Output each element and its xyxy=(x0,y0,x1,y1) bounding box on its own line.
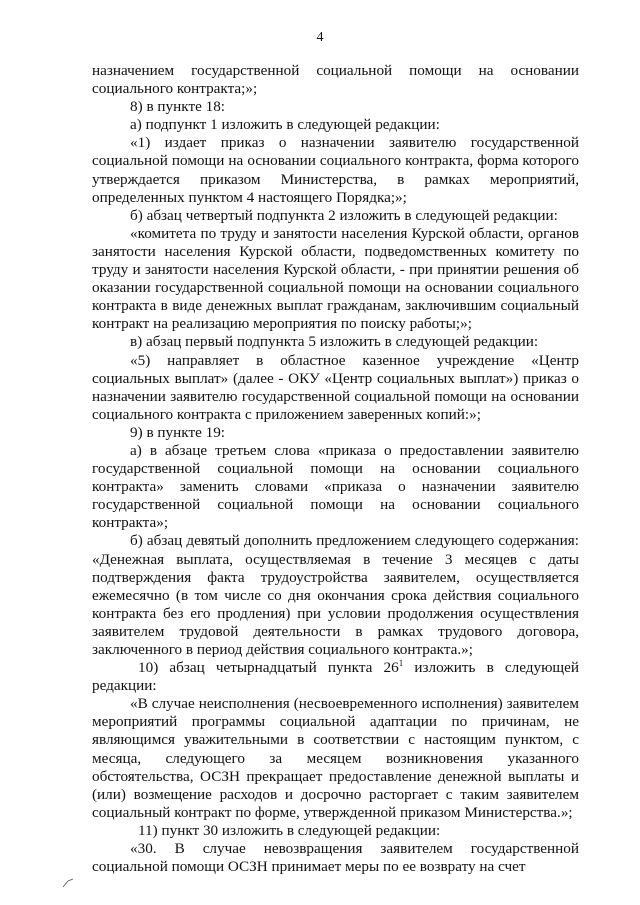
paragraph-item-9b: б) абзац девятый дополнить предложением следующего содержания: «Денежная выплата, осуществляемая в течение 3 месяцев с даты подтверждения факта трудоустройства заявителем, осуществляется ежемесячно (в том числе со дня окончания срока действия социального контракта без его продления) при условии продолжения осуществления заявителем трудовой деятельности в рамках трудового договора, заключенного в период действия социального контракта.»; xyxy=(92,532,579,658)
pen-mark-icon xyxy=(62,878,74,888)
superscript-mark: 1 xyxy=(398,658,404,669)
document-body xyxy=(92,62,579,876)
paragraph-item-11: 11) пункт 30 изложить в следующей редакции: xyxy=(138,821,441,839)
paragraph-quote-committee: «комитета по труду и занятости населения Курской области, органов занятости населения Курской области, подведомственных комитету по труду и занятости населения Курской области, - при принятии решения об оказании государственной социальной помощи на основании социального контракта в виде денежных выплат гражданам, заключившим социальный контракт на реализацию мероприятия по поиску работы;»; xyxy=(92,224,579,333)
paragraph-continuation: назначением государственной социальной помощи на основании социального контракта;»; xyxy=(92,62,579,98)
paragraph-item-10-pre: 10) абзац четырнадцатый пункта 26 xyxy=(138,659,399,677)
paragraph-quote-30: «30. В случае невозвращения заявителем государственной социальной помощи ОСЗН принимает меры по ее возврату на счет xyxy=(92,840,579,876)
paragraph-item-8a: а) подпункт 1 изложить в следующей редакции: xyxy=(130,116,440,134)
paragraph-quote-5: «5) направляет в областное казенное учреждение «Центр социальных выплат» (далее - ОКУ «Центр социальных выплат») приказ о назначении заявителю государственной социальной помощи на основании социального контракта с приложением заверенных копий:»; xyxy=(92,351,579,423)
paragraph-item-8b: б) абзац четвертый подпункта 2 изложить в следующей редакции: xyxy=(130,206,558,224)
paragraph-item-9: 9) в пункте 19: xyxy=(130,423,226,441)
paragraph-quote-1: «1) издает приказ о назначении заявителю государственной социальной помощи на основании социального контракта, форма которого утверждается приказом Министерства, в рамках мероприятий, определенных пунктом 4 настоящего Порядка;»; xyxy=(92,134,579,206)
paragraph-item-10-post: изложить в следующей редакции: xyxy=(92,659,579,695)
paragraph-item-9a: а) в абзаце третьем слова «приказа о предоставлении заявителю государственной социальной помощи на основании социального контракта» заменить словами «приказа о назначении заявителю государственной социальной помощи на основании социального контракта»; xyxy=(92,441,579,532)
paragraph-item-8: 8) в пункте 18: xyxy=(130,98,226,116)
page-number: 4 xyxy=(316,30,324,45)
paragraph-item-10 xyxy=(92,659,579,695)
paragraph-item-8v: в) абзац первый подпункта 5 изложить в следующей редакции: xyxy=(130,333,539,351)
paragraph-quote-nonperformance: «В случае неисполнения (несвоевременного исполнения) заявителем мероприятий программы социальной адаптации по причинам, не являющимся уважительными в соответствии с настоящим пунктом, с месяца, следующего за месяцем возникновения указанного обстоятельства, ОСЗН прекращает предоставление денежной выплаты и (или) возмещение расходов и досрочно расторгает с таким заявителем социальный контракт по форме, утвержденной приказом Министерства.»; xyxy=(92,695,579,821)
